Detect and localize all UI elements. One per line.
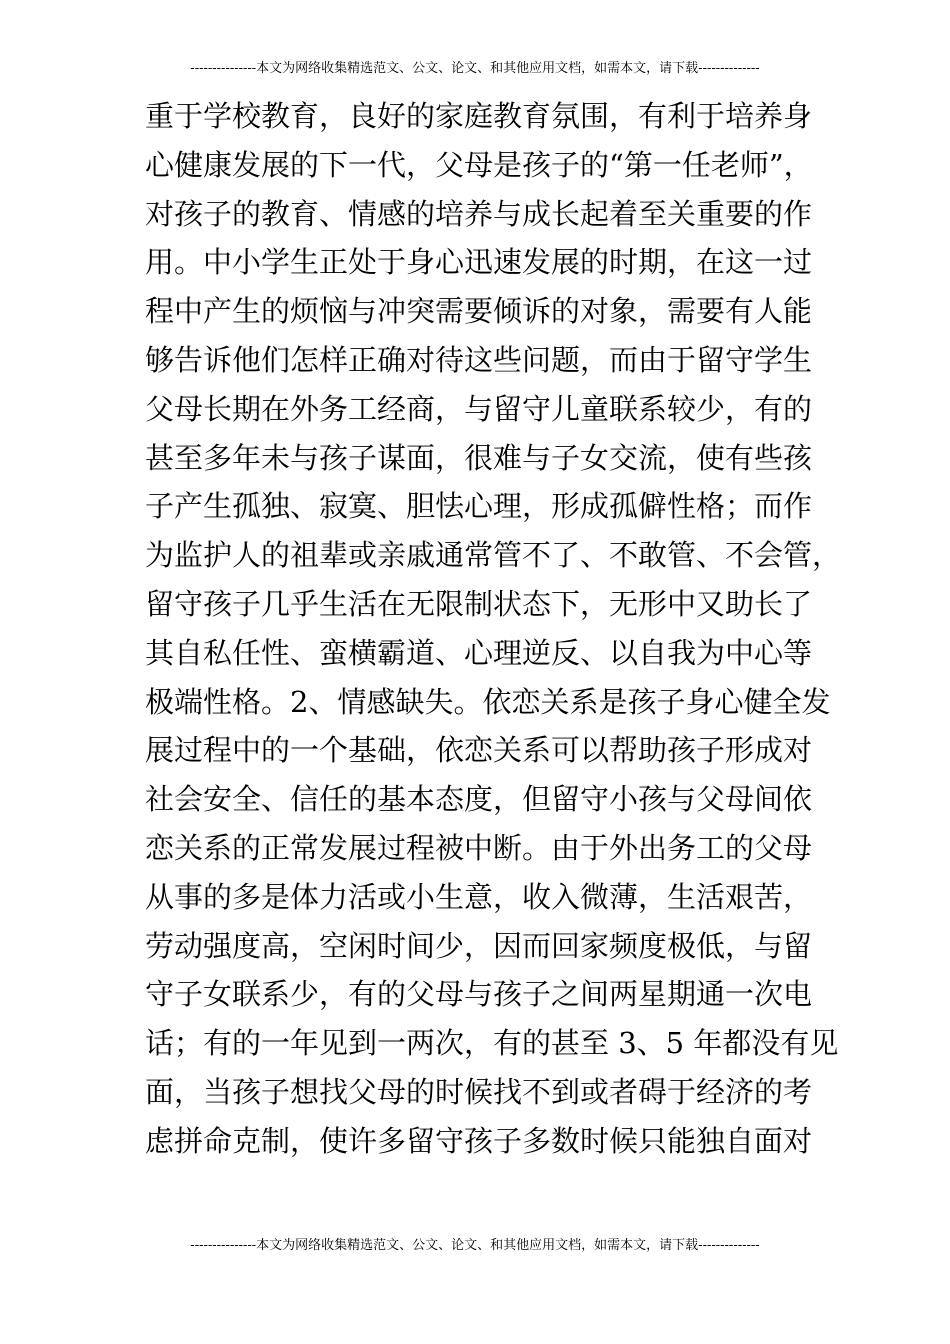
text-line: 甚至多年未与孩子谋面，很难与子女交流，使有些孩 [145,440,813,475]
text-line: 子产生孤独、寂寞、胆怯心理，形成孤僻性格；而作 [145,489,813,524]
running-header: ---------------本文为网络收集精选范文、公文、论文、和其他应用文档，如需本文，请下载-------------- [190,61,760,76]
text-line: 父母长期在外务工经商，与留守儿童联系较少，有的 [145,391,813,426]
text-line: 其自私任性、蛮横霸道、心理逆反、以自我为中心等 [145,635,813,670]
text-line: 话；有的一年见到一两次，有的甚至 3、5 年都没有见 [145,1026,839,1061]
text-line: 留守孩子几乎生活在无限制状态下，无形中又助长了 [145,586,813,621]
text-line: 程中产生的烦恼与冲突需要倾诉的对象，需要有人能 [145,294,813,329]
text-line: 对孩子的教育、情感的培养与成长起着至关重要的作 [145,196,813,231]
text-line: 用。中小学生正处于身心迅速发展的时期，在这一过 [145,245,813,280]
text-line: 为监护人的祖辈或亲戚通常管不了、不敢管、不会管， [145,538,842,573]
text-line: 展过程中的一个基础，依恋关系可以帮助孩子形成对 [145,733,813,768]
text-line: 恋关系的正常发展过程被中断。由于外出务工的父母 [145,830,813,865]
text-line: 重于学校教育，良好的家庭教育氛围，有利于培养身 [145,99,813,133]
text-line: 面，当孩子想找父母的时候找不到或者碍于经济的考 [145,1074,813,1109]
running-footer: ---------------本文为网络收集精选范文、公文、论文、和其他应用文档，如需本文，请下载-------------- [190,1238,760,1253]
text-line: 心健康发展的下一代，父母是孩子的“第一任老师”， [145,147,813,182]
text-line: 极端性格。2、情感缺失。依恋关系是孩子身心健全发 [145,684,831,719]
text-line: 够告诉他们怎样正确对待这些问题，而由于留守学生 [145,342,813,377]
text-line: 劳动强度高，空闲时间少，因而回家频度极低，与留 [145,928,813,963]
text-line: 从事的多是体力活或小生意，收入微薄，生活艰苦， [145,879,813,914]
body-text [145,92,842,1166]
text-line: 守子女联系少，有的父母与孩子之间两星期通一次电 [145,977,813,1012]
text-line: 虑拼命克制，使许多留守孩子多数时候只能独自面对 [145,1123,813,1158]
text-line: 社会安全、信任的基本态度，但留守小孩与父母间依 [145,782,813,817]
